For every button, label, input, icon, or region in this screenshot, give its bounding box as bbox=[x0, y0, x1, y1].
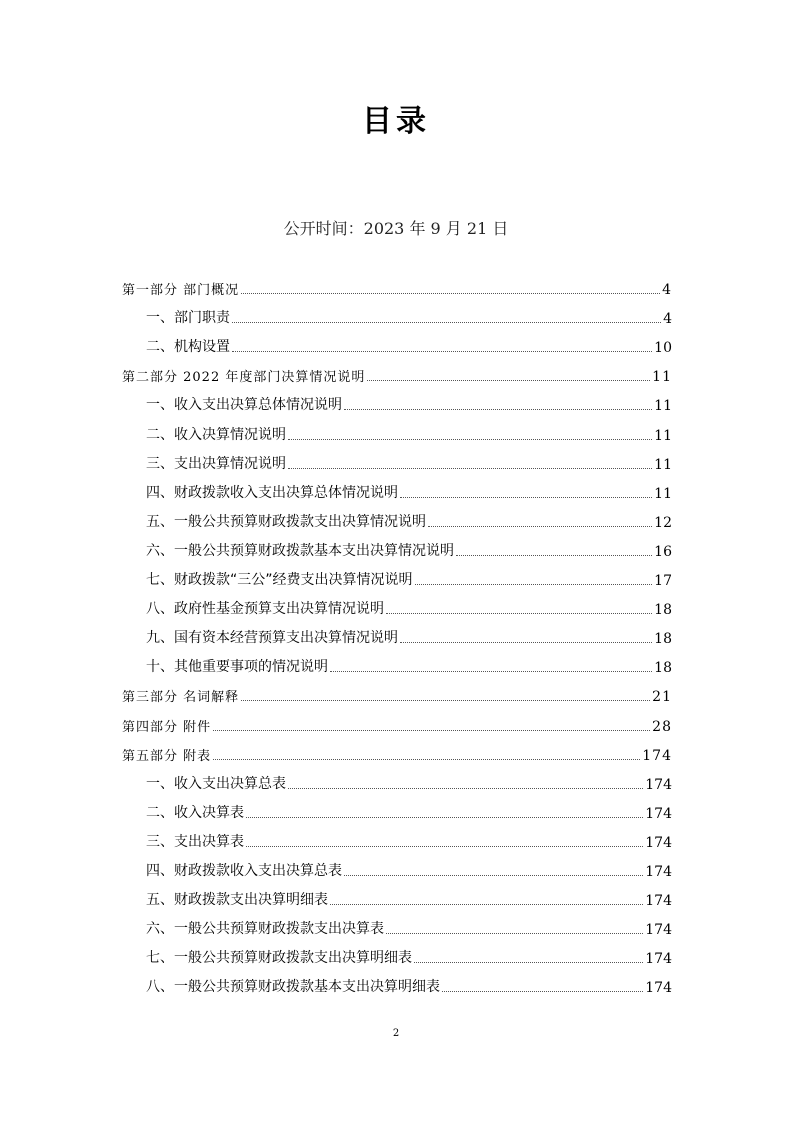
toc-entry[interactable] bbox=[122, 278, 672, 298]
toc-leader-dots bbox=[367, 379, 650, 381]
toc-leader-dots bbox=[288, 787, 643, 789]
toc-entry-label: 第一部分 部门概况 bbox=[122, 283, 240, 298]
toc-entry[interactable] bbox=[146, 889, 672, 909]
toc-entry-label: 一、收入支出决算总体情况说明 bbox=[146, 397, 342, 414]
toc-leader-dots bbox=[330, 670, 652, 672]
toc-entry[interactable] bbox=[146, 482, 672, 502]
toc-entry[interactable] bbox=[146, 773, 672, 793]
toc-leader-dots bbox=[232, 350, 652, 352]
toc-entry-page: 21 bbox=[652, 689, 672, 706]
toc-entry[interactable] bbox=[146, 831, 672, 851]
toc-entry-page: 174 bbox=[645, 834, 672, 851]
toc-entry-label: 八、一般公共预算财政拨款基本支出决算明细表 bbox=[146, 979, 440, 996]
toc-entry-label: 一、收入支出决算总表 bbox=[146, 775, 286, 792]
toc-entry[interactable] bbox=[146, 802, 672, 822]
toc-entry-label: 第四部分 附件 bbox=[122, 719, 212, 735]
toc-entry-page: 174 bbox=[645, 951, 672, 968]
toc-entry-page: 174 bbox=[645, 776, 672, 793]
toc-entry-page: 174 bbox=[645, 893, 672, 910]
toc-entry-label: 五、财政拨款支出决算明细表 bbox=[146, 892, 328, 909]
toc-entry-page: 174 bbox=[645, 922, 672, 939]
toc-leader-dots bbox=[241, 292, 660, 294]
toc-entry[interactable] bbox=[146, 860, 672, 880]
toc-entry-page: 18 bbox=[654, 631, 672, 648]
toc-entry-page: 16 bbox=[654, 543, 672, 560]
toc-entry-page: 18 bbox=[654, 660, 672, 677]
toc-entry-label: 二、机构设置 bbox=[146, 339, 230, 356]
toc-leader-dots bbox=[442, 990, 643, 992]
toc-leader-dots bbox=[400, 496, 652, 498]
toc-entry[interactable] bbox=[146, 569, 672, 589]
toc-entry[interactable] bbox=[146, 511, 672, 531]
toc-leader-dots bbox=[344, 874, 643, 876]
toc-leader-dots bbox=[288, 467, 652, 469]
toc-entry-page: 174 bbox=[645, 980, 672, 997]
toc-entry-label: 第五部分 附表 bbox=[122, 748, 212, 764]
toc-entry-page: 11 bbox=[654, 427, 672, 444]
toc-entry-page: 11 bbox=[654, 456, 672, 473]
toc-leader-dots bbox=[414, 961, 643, 963]
toc-leader-dots bbox=[246, 845, 643, 847]
toc-entry-page: 4 bbox=[662, 282, 672, 298]
page-title: 目录 bbox=[362, 104, 430, 139]
toc-leader-dots bbox=[288, 438, 652, 440]
toc-entry-label: 七、财政拨款“三公”经费支出决算情况说明 bbox=[146, 572, 413, 588]
toc-leader-dots bbox=[344, 408, 652, 410]
toc-entry-page: 174 bbox=[645, 864, 672, 880]
toc-entry-page: 10 bbox=[654, 340, 672, 357]
toc-entry-page: 11 bbox=[654, 398, 672, 415]
toc-entry[interactable] bbox=[146, 976, 672, 996]
toc-entry-page: 11 bbox=[652, 369, 672, 386]
toc-entry-page: 11 bbox=[654, 485, 672, 502]
toc-entry[interactable] bbox=[146, 656, 672, 676]
publish-date: 公开时间：2023 年 9 月 21 日 bbox=[283, 219, 509, 238]
toc-entry[interactable] bbox=[122, 365, 672, 385]
toc-entry-label: 四、财政拨款收入支出决算总体情况说明 bbox=[146, 484, 398, 501]
toc-leader-dots bbox=[213, 758, 640, 760]
toc-leader-dots bbox=[241, 699, 650, 701]
toc-entry[interactable] bbox=[122, 744, 672, 764]
toc-entry[interactable] bbox=[146, 918, 672, 938]
toc-entry[interactable] bbox=[146, 453, 672, 473]
toc-entry-page: 28 bbox=[652, 718, 672, 735]
toc-entry-label: 十、其他重要事项的情况说明 bbox=[146, 659, 328, 676]
toc-entry-label: 九、国有资本经营预算支出决算情况说明 bbox=[146, 630, 398, 647]
toc-entry-label: 第三部分 名词解释 bbox=[122, 690, 240, 706]
toc-entry-label: 一、部门职责 bbox=[146, 310, 230, 327]
toc-leader-dots bbox=[330, 903, 643, 905]
toc-entry-label: 三、支出决算表 bbox=[146, 833, 244, 850]
page-number: 2 bbox=[392, 1028, 400, 1039]
toc-leader-dots bbox=[232, 321, 661, 323]
toc-entry-page: 17 bbox=[654, 573, 672, 589]
toc-leader-dots bbox=[400, 641, 652, 643]
toc-leader-dots bbox=[428, 525, 652, 527]
toc-entry[interactable] bbox=[146, 598, 672, 618]
toc-leader-dots bbox=[386, 932, 643, 934]
toc-entry-page: 174 bbox=[642, 747, 672, 764]
toc-entry-label: 第二部分 2022 年度部门决算情况说明 bbox=[122, 370, 366, 386]
toc-entry-label: 三、支出决算情况说明 bbox=[146, 455, 286, 472]
toc-entry-label: 六、一般公共预算财政拨款支出决算表 bbox=[146, 921, 384, 938]
toc-entry[interactable] bbox=[146, 627, 672, 647]
toc-entry-label: 二、收入决算情况说明 bbox=[146, 426, 286, 443]
toc-leader-dots bbox=[213, 729, 650, 731]
toc-entry-page: 12 bbox=[654, 514, 672, 531]
toc-entry-label: 五、一般公共预算财政拨款支出决算情况说明 bbox=[146, 513, 426, 530]
toc-entry[interactable] bbox=[146, 336, 672, 356]
toc-entry[interactable] bbox=[146, 307, 672, 327]
toc-entry-page: 18 bbox=[654, 602, 672, 619]
toc-leader-dots bbox=[246, 816, 643, 818]
toc-entry-page: 174 bbox=[645, 805, 672, 822]
toc-entry[interactable] bbox=[122, 715, 672, 735]
toc-entry-label: 七、一般公共预算财政拨款支出决算明细表 bbox=[146, 950, 412, 967]
toc-entry[interactable] bbox=[146, 947, 672, 967]
toc-leader-dots bbox=[415, 583, 653, 585]
toc-entry[interactable] bbox=[146, 540, 672, 560]
toc-entry[interactable] bbox=[146, 424, 672, 444]
toc-entry-label: 八、政府性基金预算支出决算情况说明 bbox=[146, 601, 384, 618]
toc-entry[interactable] bbox=[146, 394, 672, 414]
toc-leader-dots bbox=[386, 612, 652, 614]
toc-entry-label: 四、财政拨款收入支出决算总表 bbox=[146, 863, 342, 879]
toc-entry-page: 4 bbox=[663, 311, 672, 328]
toc-entry-label: 六、一般公共预算财政拨款基本支出决算情况说明 bbox=[146, 542, 454, 559]
toc-leader-dots bbox=[456, 554, 652, 556]
toc-entry-label: 二、收入决算表 bbox=[146, 804, 244, 821]
toc-entry[interactable] bbox=[122, 685, 672, 705]
